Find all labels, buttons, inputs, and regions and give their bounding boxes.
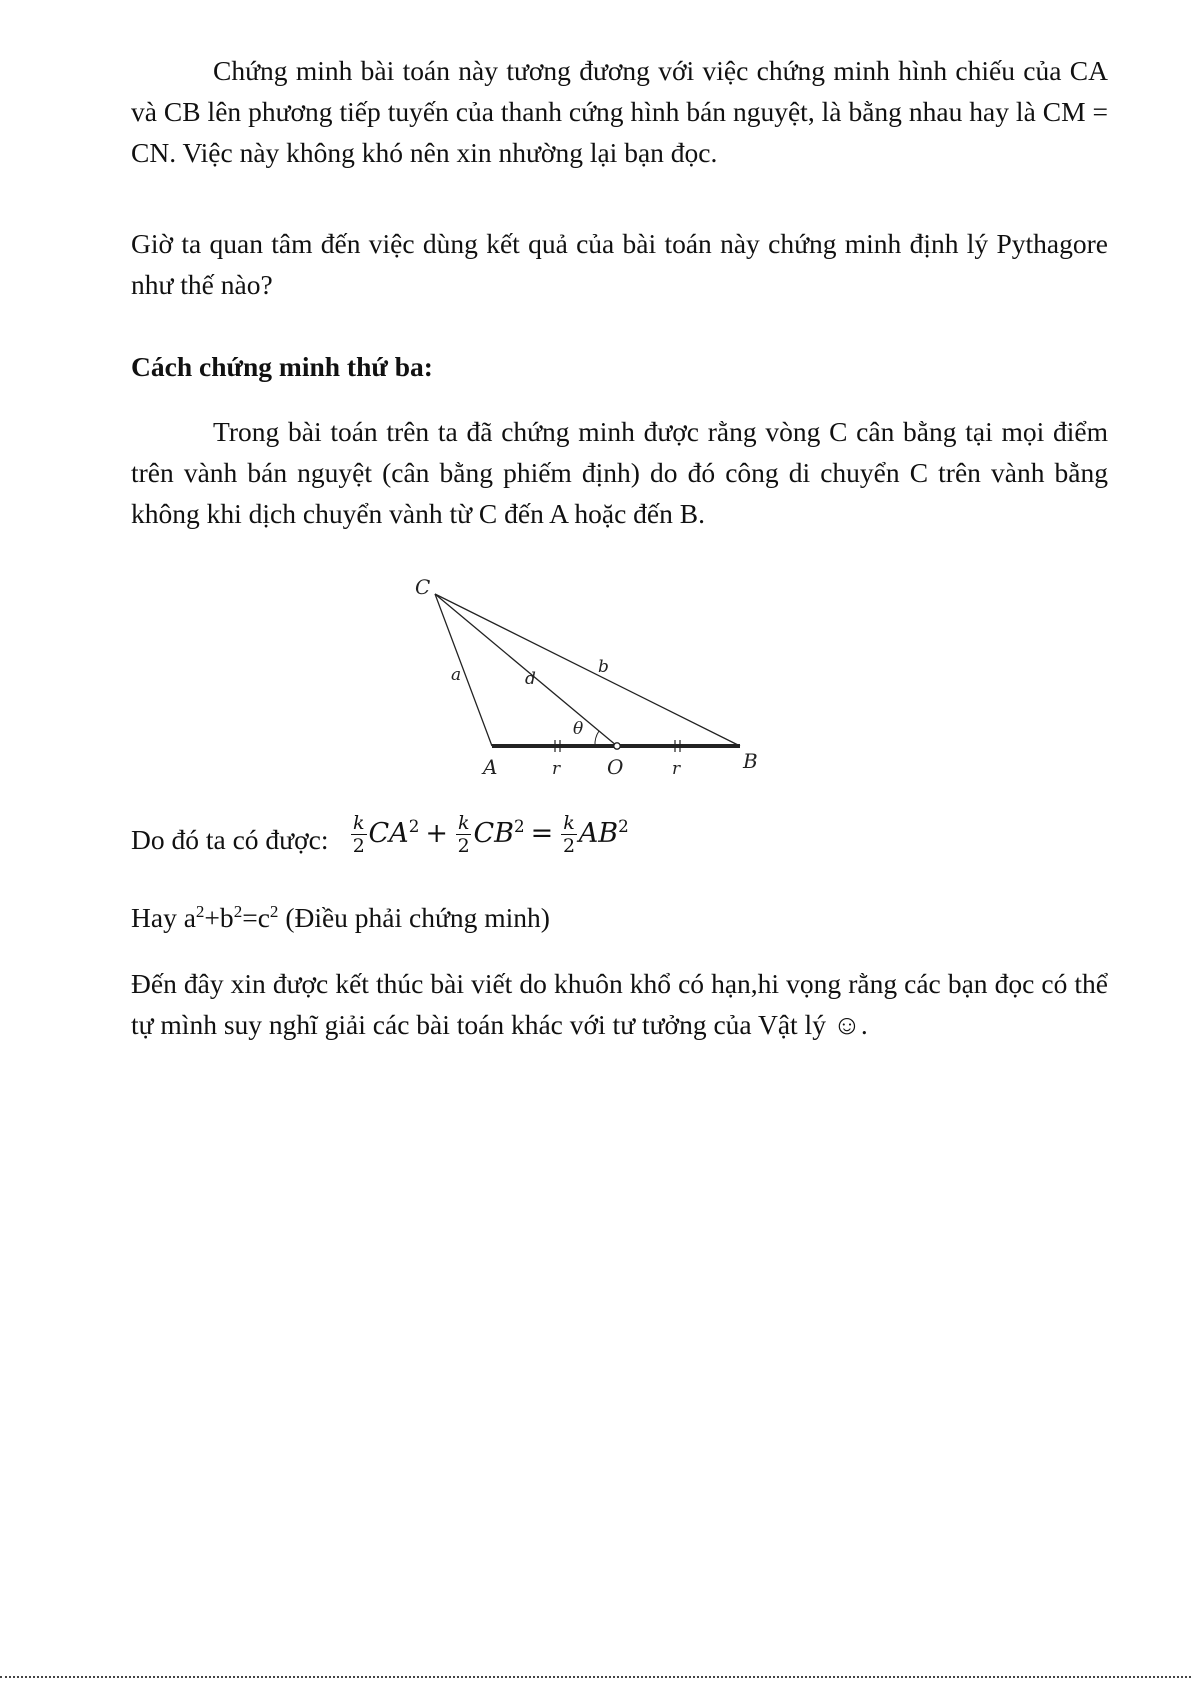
label-side-b: b xyxy=(598,657,609,677)
equation-math: $\frac{k}{2}$ $CA^2$ + $\frac{k}{2}$ $CB^2$ = $\frac{k}{2}$ $AB^2$ xyxy=(352,812,629,857)
fraction-k-over-2: $\frac{k}{2}$ xyxy=(457,812,470,857)
segment-a xyxy=(435,594,492,746)
label-a-point: A xyxy=(483,755,498,779)
label-o: O xyxy=(607,755,624,779)
angle-theta-arc xyxy=(595,731,599,746)
paragraph-projection-proof: Chứng minh bài toán này tương đương với việc chứng minh hình chiếu của CA và CB lên phương tiếp tuyến của thanh cứng hình bán nguyệt, là bằng nhau hay là CM = CN. Việc này không khó nên xin nhường lại bạn đọc. xyxy=(131,55,1108,168)
page-bottom-border xyxy=(0,1676,1191,1678)
label-d: d xyxy=(525,669,536,689)
fraction-k-over-2: $\frac{k}{2}$ xyxy=(352,812,365,857)
paragraph-conclusion: Đến đây xin được kết thúc bài viết do khuôn khổ có hạn,hi vọng rằng các bạn đọc có thể tự mình suy nghĩ giải các bài toán khác với tư tưởng của Vật lý ☺. xyxy=(131,968,1108,1040)
label-theta: θ xyxy=(573,719,584,739)
section-heading-third-proof: Cách chứng minh thứ ba: xyxy=(131,351,433,382)
paragraph-pythagore-result: Hay $a^2+b^2=c^2$ (Điều phải chứng minh) xyxy=(131,901,550,933)
paragraph-equilibrium: Trong bài toán trên ta đã chứng minh được rằng vòng C cân bằng tại mọi điểm trên vành bán nguyệt (cân bằng phiếm định) do đó công di chuyển C trên vành bằng không khi dịch chuyển vành từ C đến A hoặc đến B. xyxy=(131,416,1108,529)
fraction-k-over-2: $\frac{k}{2}$ xyxy=(562,812,576,857)
equation-label: Do đó ta có được: xyxy=(131,824,329,855)
paragraph-pythagore-question: Giờ ta quan tâm đến việc dùng kết quả của bài toán này chứng minh định lý Pythagore như thế nào? xyxy=(131,228,1108,300)
segment-b xyxy=(435,594,740,746)
label-b-point: B xyxy=(743,749,758,773)
label-c: C xyxy=(415,575,431,599)
triangle-figure xyxy=(415,570,835,780)
label-r-left: r xyxy=(552,759,561,779)
figure-lines xyxy=(435,594,740,752)
label-r-right: r xyxy=(672,759,681,779)
point-o xyxy=(614,743,620,749)
label-side-a: a xyxy=(451,665,462,685)
